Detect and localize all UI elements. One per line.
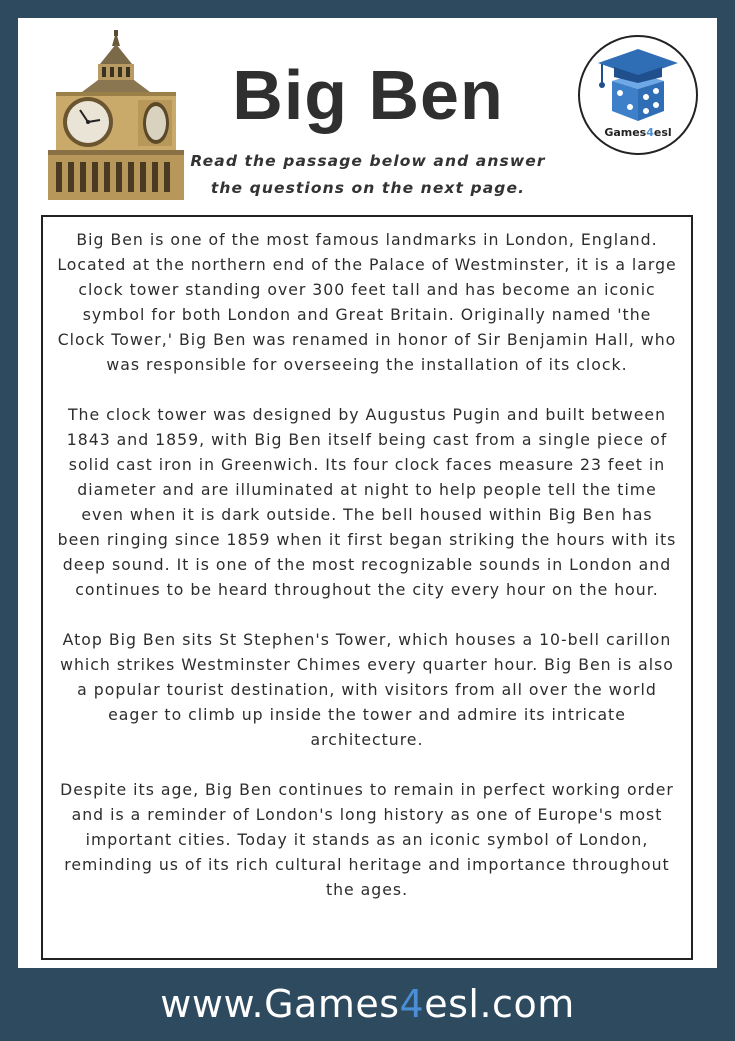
page-title: Big Ben (232, 56, 504, 134)
footer-website-url[interactable] (0, 968, 735, 1041)
logo-text-four: 4 (646, 126, 654, 139)
logo-wordmark (580, 126, 696, 139)
footer-url-end: esl.com (424, 982, 575, 1026)
reading-passage-box (41, 215, 693, 960)
passage-paragraph-2: The clock tower was designed by Augustus Pugin and built between 1843 and 1859, with Big Ben itself being cast from a single piece of solid cast iron in Greenwich. Its four clock faces measure 23 feet in diameter and are illuminated at night to help people tell the time even when it is dark outside. The bell housed within Big Ben has been ringing since 1859 when it first began striking the hours with its deep sound. It is one of the most recognizable sounds in London and continues to be heard throughout the city every hour on the hour. (57, 405, 677, 599)
worksheet-page (18, 18, 717, 968)
logo-text-esl: esl (653, 126, 672, 139)
passage-paragraph-4: Despite its age, Big Ben continues to remain in perfect working order and is a reminder of London's long history as one of Europe's most important cities. Today it stands as an iconic symbol of London, reminding us of its rich cultural heritage and importance throughout the ages. (60, 780, 674, 899)
footer-url-start: www.Games (160, 982, 400, 1026)
footer-url-accent: 4 (399, 982, 425, 1026)
games4esl-logo (578, 35, 698, 155)
logo-text-games: Games (604, 126, 647, 139)
passage-paragraph-3: Atop Big Ben sits St Stephen's Tower, which houses a 10-bell carillon which strikes Westminster Chimes every quarter hour. Big Ben is also a popular tourist destination, with visitors from all over the world eager to climb up inside the tower and admire its intricate architecture. (60, 630, 674, 749)
graduation-cap-dice-icon (594, 47, 682, 125)
passage-paragraph-1: Big Ben is one of the most famous landmarks in London, England. Located at the northern end of the Palace of Westminster, it is a large clock tower standing over 300 feet tall and has become an iconic symbol for both London and Great Britain. Originally named 'the Clock Tower,' Big Ben was renamed in honor of Sir Benjamin Hall, who was responsible for overseeing the installation of its clock. (57, 230, 677, 374)
instructions-text: Read the passage below and answer the questions on the next page. (190, 152, 546, 197)
big-ben-tower-illustration (42, 30, 190, 200)
